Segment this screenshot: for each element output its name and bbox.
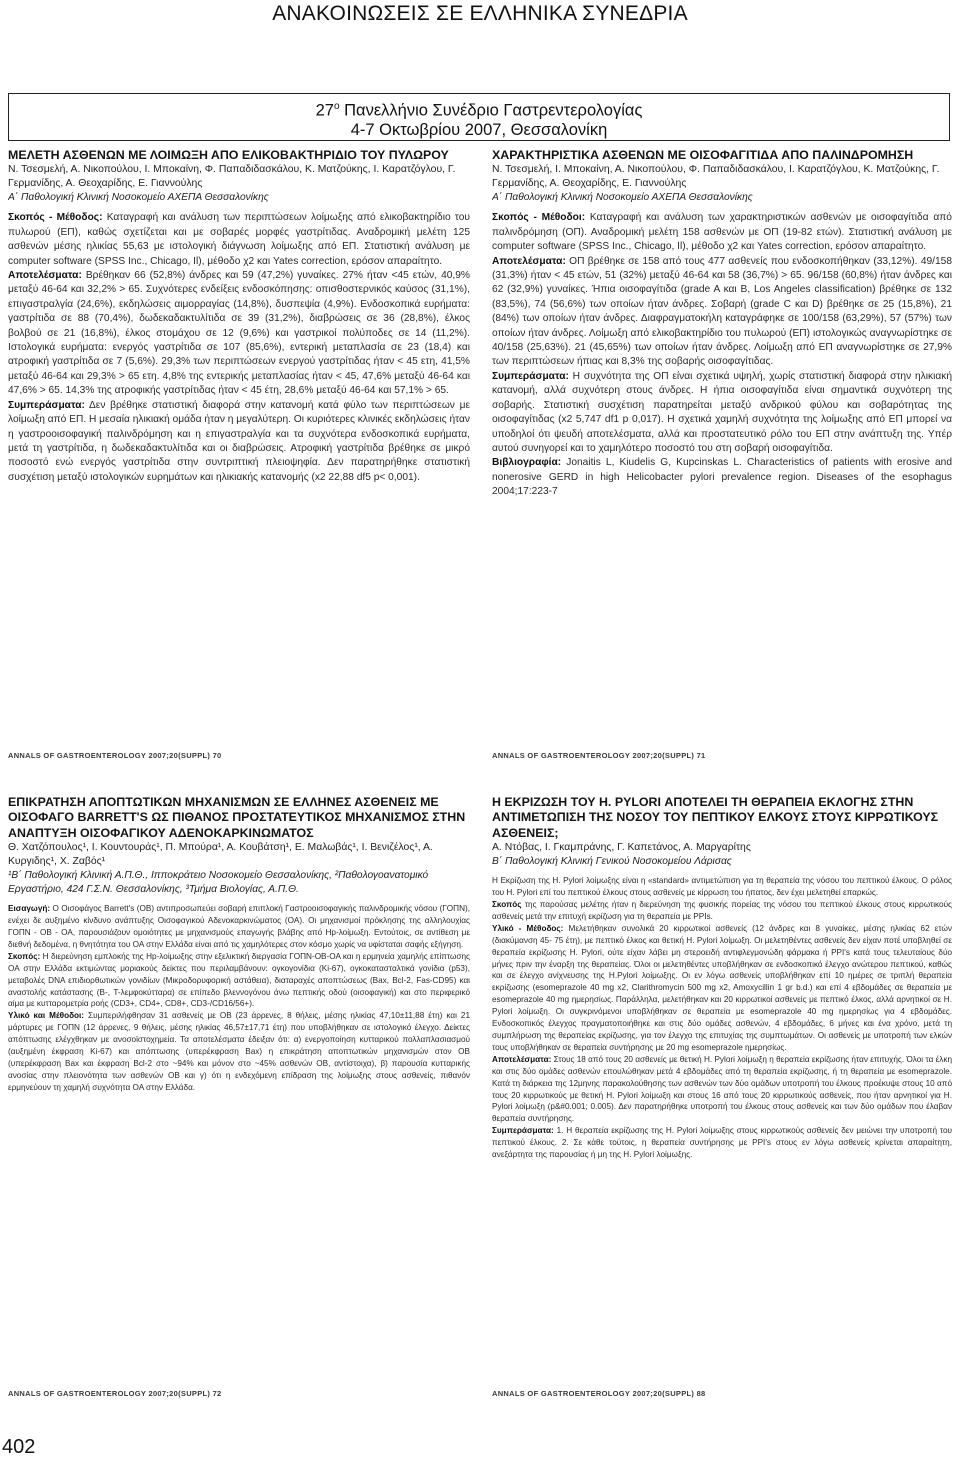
abstract-section (8, 903, 470, 951)
abstract-affiliation: Α΄ Παθολογική Κλινική Νοσοκομείο ΑΧΕΠΑ Θεσσαλονίκης (492, 192, 753, 204)
section-text: Jonaitis L, Kiudelis G, Kupcinskas L. Characteristics of patients with erosive and nonerosive GERD in high Helicobacter pylori prevalence region. Diseases of the esophagus 2004;17:223-7 (492, 457, 952, 498)
abstract-section (492, 1054, 952, 1125)
abstract-section (492, 211, 952, 254)
section-text: της παρούσας μελέτης ήταν η διερεύνηση της φυσικής πορείας της νόσου του πεπτικού έλκους στους κιρρωτικούς ασθενείς μετά την επιτυχή εκρίζωση για τη θεραπεία με PPIs. (492, 900, 952, 921)
abstract-barrett-apoptosis (8, 795, 470, 1385)
abstract-title: ΕΠΙΚΡΑΤΗΣΗ ΑΠΟΠΤΩΤΙΚΩΝ ΜΗΧΑΝΙΣΜΩΝ ΣΕ ΕΛΛΗΝΕΣ ΑΣΘΕΝΕΙΣ ΜΕ ΟΙΣΟΦΑΓΟ BARRETT'S ΩΣ ΠΙΘΑΝΟΣ ΠΡΟΣΤΑΤΕΥΤΙΚΟΣ ΜΗΧΑΝΙΣΜΟΣ ΣΤΗΝ ΑΝΑΠΤΥΞΗ ΟΙΣΟΦΑΓΙΚΟΥ ΑΔΕΝΟΚΑΡΚΙΝΩΜΑΤΟΣ (8, 795, 466, 840)
abstract-reflux-esophagitis (492, 148, 952, 748)
abstract-section (492, 456, 952, 499)
abstract-footer: ANNALS OF GASTROENTEROLOGY 2007;20(SUPPL) 72 (8, 1389, 222, 1398)
section-text: Η συχνότητα της ΟΠ είναι σχετικά υψηλή, χωρίς στατιστική διαφορά στην ηλικιακή κατανομή, αλλά συχνότερη στους άνδρες. Η ήπια οισοφαγίτιδα είναι σημαντικά συχνότερη της σοβαρής. Στατιστική συσχέτιση παρατηρείται μεταξύ ανδρικού φύλου και σοβαρότητας της οισοφαγίτιδας (x2 5,747 df1 p 0,017). Η σχετικά χαμηλή συχνότητα της λοίμωξης από ΕΠ μπορεί να υποδηλοί ότι ψευδή αποτελέσματα, αλλά και προστατευτικό ρόλο του ΕΠ στην ανάπτυξη της. Υπέρ αυτού συνηγορεί και το χαμηλότερο ποσοστό του στη σοβαρή οισοφαγίτιδα. (492, 370, 952, 454)
abstract-section (492, 370, 952, 456)
abstract-affiliation: Α΄ Παθολογική Κλινική Νοσοκομείο ΑΧΕΠΑ Θεσσαλονίκης (8, 192, 269, 204)
abstract-title: ΧΑΡΑΚΤΗΡΙΣΤΙΚΑ ΑΣΘΕΝΩΝ ΜΕ ΟΙΣΟΦΑΓΙΤΙΔΑ ΑΠΟ ΠΑΛΙΝΔΡΟΜΗΣΗ (492, 148, 914, 162)
section-text: Βρέθηκαν 66 (52,8%) άνδρες και 59 (47,2%) γυναίκες. 27% ήταν <45 ετών, 40,9% μεταξύ 46-64 και 32,2% > 65. Συχνότερες ενδείξεις ενδοσκόπησης: οπισθοστερνικός καύσος (31,1%), επιγαστραλγία (24,6%), εκδηλώσεις αιμορραγίας (14,8%), δυσπεψία (4,9%). Ενδοσκοπικά ευρήματα: γαστρίτιδα σε 88 (70,4%), δωδεκαδακτυλίτιδα σε 39 (31,2%), διαβρώσεις σε 36 (28,8%), έλκος βολβού σε 21 (16,8%), έλκος στομάχου σε 12 (9,6%) και γαστρικοί πολύποδες σε 14 (11,2%). Ιστολογικά ευρήματα: ενεργός γαστρίτιδα σε 107 (85,6%), εντερική μεταπλασία σε 23 (18,4) και ατροφική γαστρίτιδα σε 7 (5,6%). 29,3% των περιπτώσεων ενεργού γαστρίτιδας ήταν < 45 ετη, 41,5% μεταξύ 46-64 και 29,3% > 65 ετη. 4,8% της εντερικής μεταπλασίας ήταν < 45, 47,6% μεταξύ 46-64 και 47,6% > 65. 14,3% της ατροφικής γαστρίτιδας ήταν < 45 έτη, 28,6% μεταξύ 46-64 και 57,1% > 65. (8, 270, 470, 397)
abstract-title: ΜΕΛΕΤΗ ΑΣΘΕΝΩΝ ΜΕ ΛΟΙΜΩΞΗ ΑΠΟ ΕΛΙΚΟΒΑΚΤΗΡΙΔΙΟ ΤΟΥ ΠΥΛΩΡΟΥ (8, 148, 449, 162)
section-label: Συμπεράσματα: (492, 370, 569, 382)
abstract-footer: ANNALS OF GASTROENTEROLOGY 2007;20(SUPPL) 70 (8, 751, 222, 760)
abstract-section (8, 211, 470, 269)
section-text: ΟΠ βρέθηκε σε 158 από τους 477 ασθενείς που ενδοσκοπήθηκαν (33,12%). 49/158 (31,3%) ήταν < 45 ετών, 51 (32%) μεταξύ 46-64 και 58 (36,7%) > 65. 96/158 (60,8%) ήταν άνδρες και 62 (32,9%) γυναίκες. Ήπια οισοφαγίτιδα (grade A και B, Los Angeles classification) βρέθηκε σε 132 (83,5%), 74 (56,6%) των οποίων ήταν άνδρες. Σοβαρή (grade C και D) βρέθηκε σε 25 (15,8%), 21 (84%) των οποίων ήταν άνδρες. Διαφραγματοκήλη καταγράφηκε σε 100/158 (63,29%), 57 (57%) των οποίων ήταν άνδρες. Λοίμωξη από ελικοβακτηρίδιο του πυλωρού (ΕΠ) ιστολογικώς αναγνωρίστηκε σε 40/158 (25,63%). 21 (45,65%) των οποίων ήταν άνδρες. Λοίμωξη από ΕΠ αναγνωρίστηκε σε 27,9% των περιπτώσεων ήπιας και 8,3% της σοβαρής οισοφαγίτιδας. (492, 255, 952, 368)
section-text: Συμπεριλήφθησαν 31 ασθενείς με ΟΒ (23 άρρενες, 8 θήλεις, μέσης ηλικίας 47,10±11,88 έτη) και 21 μάρτυρες με ΓΟΠΝ (12 άρρενες, 9 θήλεις, μέσης ηλικίας 46,57±17,71 έτη) που υποβλήθηκαν σε ιστολογικό έλεγχο. Δείκτες απόπτωσης ελέγχθηκαν με ανοσοϊστοχημεία. Τα αποτελέσματα έδειξαν ότι: α) ενεργοποίηση κυτταρικού πολλαπλασιασμού (αυξημένη έκφραση Ki-67) και απόπτωσης (υπερέκφραση Bax) η επικράτηση αποπτωτικών μηχανισμών στον ΟΒ (υπερέκφραση Bax και έκφραση Bcl-2 στο ~94% και μόνον στο ~45% ασθενών ΟΒ, αντίστοιχα), β) παρουσία κυτταρικής ανοσίας στην πλειονότητα των ασθενών ΟΒ και γ) ότι η ενδεχόμενη επίδραση της λοίμωξης στους ασθενείς, πιθανόν ερμηνεύουν τη χαμηλή συχνότητα ΟΑ στην Ελλάδα. (8, 1011, 470, 1092)
section-label: Αποτελέσματα: (8, 270, 82, 282)
section-text: Ο Οισοφάγος Barrett's (ΟΒ) αντιπροσωπεύει σοβαρή επιπλοκή Γαστροοισοφαγικής παλινδρομικής νόσου (ΓΟΠΝ), ενέχει δε αυξημένο κίνδυνο ανάπτυξης Οισοφαγικού Αδενοκαρκινώματος (ΟΑ). Οι μηχανισμοί πρόκλησης της αλληλουχίας ΓΟΠΝ - ΟΒ - ΟΑ, παρουσιάζουν ομοιότητες με μηχανισμούς επαγωγής βλάβης από Hp-λοίμωξη. Εντούτοις, σε αντίθεση με διεθνή δεδομένα, η θνητότητα του ΟΑ στην Ελλάδα είναι από τις χαμηλότερες στον κόσμο χωρίς να υφίσταται σαφής εξήγηση. (8, 904, 470, 949)
abstract-section (492, 255, 952, 370)
section-text: Μελετήθηκαν συνολικά 20 κιρρωτικοί ασθενείς (12 άνδρες και 8 γυναίκες, μέσης ηλικίας 62 ετών (διακύμανση 45- 75 έτη), με πεπτικό έλκος και θετική H. Pylori λοίμωξη. Οι μελετηθέντες ασθενείς δεν είχαν ποτέ υποβληθεί σε θεραπεία εκρίζωσης H. Pylori, ούτε είχαν λάβει μη στεροειδή αντιφλεγμονώδη φάρμακα ή PPI's κατά τους τελευταίους δύο μήνες πριν την έναρξη της θεραπείας. Όλοι οι μελετηθέντες υποβλήθηκαν σε ενδοσκοπικό έλεγχο ανώτερου πεπτικού, καθώς και σε έλεγχο ανίχνευσης της H.Pylori λοίμωξης. Οι εν λόγω ασθενείς υποβλήθηκαν επί 10 ημέρες σε τριπλή θεραπεία εκρίζωσης (esomeprazole 40 mg x2, Clarithromycin 500 mg x2, Amoxycillin 1 gr b.d.) και επί 4 εβδομάδες σε θεραπεία με esomeprazole 40 mg ημερησίως. Παράλληλα, μελετήθηκαν και 20 κιρρωτικοί ασθενείς με πεπτικό έλκος, αλλά αρνητικοί σε H. Pylori λοίμωξη. Οι συγκρινόμενοι υποβλήθηκαν σε θεραπεία με esomeprazole 40 mg ημερησίως για 4 εβδομάδες. Ενδοσκοπικός έλεγχος πραγματοποιήθηκε και στις δύο ομάδες ασθενών, 4 εβδομάδες, 6 μήνες και ένα χρόνο, μετά τη συμπλήρωση της θεραπείας εκρίζωσης, για τον έλεγχο της επιτυχίας της συμπτωμάτων. Οι ασθενείς με υποτροπή των ελκών τους υποβλήθηκαν σε θεραπεία συντήρησης με 20 mg esomeprazole ημερησίως. (492, 923, 952, 1052)
abstract-section (8, 1010, 470, 1093)
abstract-section (8, 269, 470, 399)
section-label: Εισαγωγή: (8, 904, 51, 914)
abstract-helicobacter-study (8, 148, 470, 748)
section-label: Σκοπός - Μέθοδοι: (492, 212, 586, 224)
abstract-affiliation: Β΄ Παθολογική Κλινική Γενικού Νοσοκομείου Λάρισας (492, 856, 732, 868)
abstract-authors: Ν. Τσεσμελή, Α. Νικοπούλου, Ι. Μποκαίνη, Φ. Παπαδιδασκάλου, Κ. Ματζούκης, Ι. Καρατζόγλου, Γ. Γερμανίδης, Α. Θεοχαρίδης, Ε. Γιαννούλης (8, 164, 456, 190)
section-text: Η διερεύνηση εμπλοκής της Hp-λοίμωξης στην εξελικτική διεργασία ΓΟΠΝ-ΟΒ-ΟΑ και η ερμηνεία χαμηλής επίπτωσης ΟΑ στην Ελλάδα εκτιμώντας μοριακούς δείκτες που περιλαμβάνουν: ογκογονίδια (Ki-67), ογκοκατασταλτικά γονίδια (p53), μεταβολές DNA επιδιορθωτικών γονιδίων (Μικροδορυφορική αστάθεια), διαταραχές αποπτώσεως (Bax, Bcl-2, Fas-CD95) και αναστολής κατάστασης (B-, T-λεμφοκύτταρα) σε επίπεδο βλεννογόνου άνω πεπτικής οδού (οισοφαγική) και στο περιφερικό αίμα με κυτταρομετρία ροής (CD3+, CD4+, CD8+, CD3-/CD16/56+). (8, 951, 470, 1009)
section-text: Η Εκρίζωση της H. Pylori λοίμωξης είναι η «standard» αντιμετώπιση για τη θεραπεία της νόσου του πεπτικού έλκους. Ο ρόλος του H. Pylori επί του πεπτικού έλκους στους ασθενείς με κίρρωση του ήπατος, δεν έχει μελετηθεί επαρκώς. (492, 876, 952, 898)
abstract-section (492, 875, 952, 899)
page-number: 402 (2, 1436, 36, 1458)
abstract-title: Η ΕΚΡΙΖΩΣΗ ΤΟΥ H. PYLORI ΑΠΟΤΕΛΕΙ ΤΗ ΘΕΡΑΠΕΙΑ ΕΚΛΟΓΗΣ ΣΤΗΝ ΑΝΤΙΜΕΤΩΠΙΣΗ ΤΗΣ ΝΟΣΟΥ ΤΟΥ ΠΕΠΤΙΚΟΥ ΕΛΚΟΥΣ ΣΤΟΥΣ ΚΙΡΡΩΤΙΚΟΥΣ ΑΣΘΕΝΕΙΣ; (492, 795, 939, 840)
section-label: Σκοπός: (8, 951, 41, 961)
section-text: Στους 18 από τους 20 ασθενείς με θετική H. Pylori λοίμωξη η θεραπεία εκρίζωσης ήταν επιτυχής. Όλοι τα έλκη και στις δύο ομάδες ασθενών επουλώθηκαν μετά 4 εβδομάδες από τη θεραπεία εκρίζωσης, ή τη θεραπεία με esomeprazole. Κατά τη διάρκεια της 12μηνης παρακολούθησης των ασθενών των δύο ομάδων υποτροπή του έλκους προέκυψε στους 10 από τους 20 κιρρωτικούς με θετική H. Pylori λοίμωξη και στους 16 από τους 20 κιρρωτικούς ασθενείς, που ήταν αρνητικοί για H. Pylori λοίμωξη (p&#0.001; 0.005). Δεν παρατηρήθηκε υποτροπή του έλκους στους ασθενείς και των δύο ομάδων που έλαβαν θεραπεία συντήρησης. (492, 1054, 952, 1124)
abstract-section (8, 399, 470, 485)
section-label: Αποτελέσματα: (492, 255, 566, 267)
abstract-authors: Ν. Τσεσμελή, Ι. Μποκαίνη, Α. Νικοπούλου, Φ. Παπαδιδασκάλου, Ι. Καρατζόγλου, Κ. Ματζούκης, Γ. Γερμανίδης, Α. Θεοχαρίδης, Ε. Γιαννούλης (492, 164, 940, 190)
conference-dates-place: 4-7 Οκτωβρίου 2007, Θεσσαλονίκη (350, 120, 608, 139)
running-title: ΑΝΑΚΟΙΝΩΣΕΙΣ ΣΕ ΕΛΛΗΝΙΚΑ ΣΥΝΕΔΡΙΑ (272, 2, 688, 25)
section-text: Δεν βρέθηκε στατιστική διαφορά στην κατανομή κατά φύλο των περιπτώσεων με λοίμωξη από ΕΠ. Η μεσαία ηλικιακή ομάδα ήταν η μεγαλύτερη. Οι κυριότερες κλινικές εκδηλώσεις ήταν η γαστροοισοφαγική παλινδρόμηση και η επιγαστραλγία και τα συχνότερα ενδοσκοπικά ευρήματα, μετά τη γαστρίτιδα, η δωδεκαδακτυλίτιδα και οι διαβρώσεις. Ατροφική γαστρίτιδα βρέθηκε σε μικρό ποσοστό ενώ ενεργός γαστρίτιδα στην συντριπτική πλειοψηφία. Δεν παρατηρήθηκε στατιστική συσχέτιση μεταξύ ιστολογικών ευρημάτων και ηλικιακής κατανομής (x2 22,88 df5 p< 0,001). (8, 399, 470, 483)
section-label: Σκοπός - Μέθοδος: (8, 212, 103, 224)
abstract-footer: ANNALS OF GASTROENTEROLOGY 2007;20(SUPPL) 71 (492, 751, 706, 760)
section-label: Αποτελέσματα: (492, 1054, 552, 1064)
abstract-section (492, 1125, 952, 1161)
section-label: Βιβλιογραφία: (492, 457, 562, 469)
section-label: Υλικό και Μέθοδοι: (8, 1011, 85, 1021)
abstract-section (492, 923, 952, 1054)
conference-banner (8, 93, 950, 141)
section-label: Συμπεράσματα: (492, 1126, 554, 1136)
section-text: 1. Η θεραπεία εκρίζωσης της H. Pylori λοίμωξης στους κιρρωτικούς ασθενείς δεν μειώνει την υποτροπή του πεπτικού έλκους. 2. Σε κάθε τούτοις, η θεραπεία συντήρησης με PPI's στους εν λόγω ασθενείς κρίνεται απαραίτητη, ανεξάρτητα της παρουσίας ή μη της H. Pylori λοίμωξης. (492, 1126, 952, 1160)
abstract-section (8, 951, 470, 1011)
section-label: Συμπεράσματα: (8, 399, 85, 411)
abstract-authors: Α. Ντόβας, Ι. Γκαμπράνης, Γ. Καπετάνος, Α. Μαργαρίτης (492, 842, 751, 854)
conference-name-line (9, 97, 949, 121)
section-text: Καταγραφή και ανάλυση των χαρακτηριστικών ασθενών με οισοφαγίτιδα από παλινδρόμηση (ΟΠ). Αναδρομική μελέτη 158 ασθενών με ΟΠ (19-82 ετών). Στατιστική ανάλυση με computer software (SPSS Inc., Chicago, Il), μέθοδο χ2 και Yates correction, ερόσον απαραίτητο. (492, 212, 952, 253)
abstract-authors: Θ. Χατζόπουλος¹, Ι. Κουντουράς¹, Π. Μπούρα¹, Α. Κουβάτση¹, Ε. Μαλωβάς¹, Ι. Βενιζέλος¹, Α. Κυργιδης¹, Χ. Ζαβός¹ (8, 842, 433, 868)
section-label: Σκοπός (492, 900, 522, 910)
section-label: Υλικό - Μέθοδος: (492, 923, 564, 933)
conference-ordinal-suffix: ο (333, 101, 340, 112)
abstract-section (492, 899, 952, 923)
conference-name: Πανελλήνιο Συνέδριο Γαστρεντερολογίας (344, 101, 643, 120)
abstract-h-pylori-cirrhosis (492, 795, 952, 1385)
abstract-footer: ANNALS OF GASTROENTEROLOGY 2007;20(SUPPL) 88 (492, 1389, 706, 1398)
abstract-affiliation: ¹Β΄ Παθολογική Κλινική Α.Π.Θ., Ιπποκράτειο Νοσοκομείο Θεσσαλονίκης, ²Παθολογοανατομικό Εργαστήριο, 424 Γ.Σ.Ν. Θεσσαλονίκης, ³Τμήμα Βιολογίας, Α.Π.Θ. (8, 870, 429, 896)
conference-ordinal: 27 (315, 101, 334, 120)
section-text: Καταγραφή και ανάλυση των περιπτώσεων λοίμωξης από ελικοβακτηρίδιο του πυλωρού (ΕΠ), καθώς σχετίζεται και με σοβαρές μορφές γαστρίτιδας. Αναδρομική μελέτη 125 ασθενών μέσης ηλικίας 55,63 με ιστολογική διάγνωση λοίμωξης από ΕΠ. Στατιστική ανάλυση με computer software (SPSS Inc., Chicago, Il), μέθοδο χ2 και Yates correction, ερόσον απαραίτητο. (8, 212, 470, 267)
